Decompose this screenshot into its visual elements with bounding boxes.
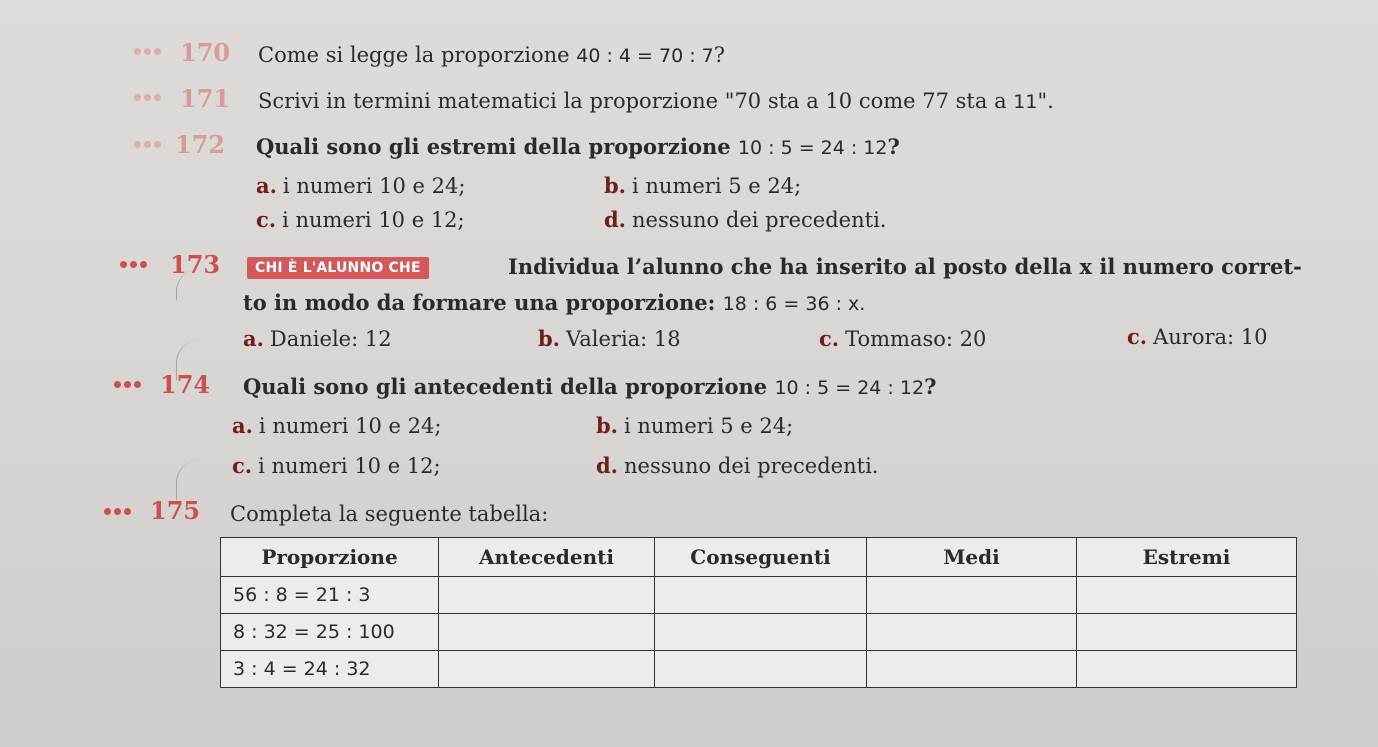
exercise-173-line2: to in modo da formare una proporzione: 18 : 6 = 36 : x.	[243, 290, 866, 315]
table-row	[221, 651, 1297, 688]
option-a[interactable]: a. Daniele: 12	[243, 326, 392, 351]
option-c-aurora[interactable]: c. Aurora: 10	[1127, 324, 1268, 349]
difficulty-dots	[134, 48, 161, 55]
exercise-number: 171	[180, 84, 231, 113]
margin-pencil-mark	[176, 460, 199, 500]
option-b[interactable]: b. Valeria: 18	[538, 326, 681, 351]
option-b[interactable]: b. i numeri 5 e 24;	[604, 173, 802, 198]
exercise-173-line1: Individua l’alunno che ha inserito al posto della x il numero corret-	[508, 254, 1302, 279]
proportion-table	[220, 537, 1297, 688]
difficulty-dots	[120, 261, 147, 268]
proportion-cell: 8 : 32 = 25 : 100	[221, 614, 439, 651]
option-a[interactable]: a. i numeri 10 e 24;	[256, 173, 466, 198]
estremi-cell[interactable]	[1077, 651, 1297, 688]
column-header: Conseguenti	[655, 538, 867, 577]
medi-cell[interactable]	[867, 577, 1077, 614]
conseguenti-cell[interactable]	[655, 577, 867, 614]
option-d[interactable]: d. nessuno dei precedenti.	[596, 453, 879, 478]
medi-cell[interactable]	[867, 614, 1077, 651]
estremi-cell[interactable]	[1077, 614, 1297, 651]
exercise-number: 174	[160, 370, 211, 399]
table-row	[221, 614, 1297, 651]
proportion-cell: 3 : 4 = 24 : 32	[221, 651, 439, 688]
option-a[interactable]: a. i numeri 10 e 24;	[232, 413, 442, 438]
exercise-number: 175	[150, 496, 201, 525]
estremi-cell[interactable]	[1077, 577, 1297, 614]
exercise-172-question: Quali sono gli estremi della proporzione 10 : 5 = 24 : 12?	[256, 134, 900, 159]
exercise-number: 170	[180, 38, 231, 67]
difficulty-dots	[134, 94, 161, 101]
column-header: Proporzione	[221, 538, 439, 577]
option-d[interactable]: d. nessuno dei precedenti.	[604, 207, 887, 232]
column-header: Medi	[867, 538, 1077, 577]
option-c[interactable]: c. i numeri 10 e 12;	[256, 207, 465, 232]
proportion-cell: 56 : 8 = 21 : 3	[221, 577, 439, 614]
difficulty-dots	[134, 141, 161, 148]
exercise-175-text: Completa la seguente tabella:	[230, 502, 549, 526]
category-badge: CHI È L'ALUNNO CHE	[247, 257, 429, 279]
exercise-174-question: Quali sono gli antecedenti della proporzione 10 : 5 = 24 : 12?	[243, 374, 937, 399]
proportion-math: 10 : 5 = 24 : 12	[774, 377, 925, 399]
difficulty-dots	[104, 508, 131, 515]
column-header: Antecedenti	[439, 538, 655, 577]
antecedenti-cell[interactable]	[439, 577, 655, 614]
conseguenti-cell[interactable]	[655, 614, 867, 651]
column-header: Estremi	[1077, 538, 1297, 577]
option-c[interactable]: c. Tommaso: 20	[819, 326, 987, 351]
exercise-number: 173	[170, 250, 221, 279]
proportion-math: 18 : 6 = 36 : x.	[722, 293, 866, 315]
medi-cell[interactable]	[867, 651, 1077, 688]
antecedenti-cell[interactable]	[439, 614, 655, 651]
proportion-math: 40 : 4 = 70 : 7	[576, 45, 714, 67]
conseguenti-cell[interactable]	[655, 651, 867, 688]
proportion-math: 10 : 5 = 24 : 12	[737, 137, 888, 159]
exercise-171-text: Scrivi in termini matematici la proporzione "70 sta a 10 come 77 sta a 11".	[258, 89, 1054, 113]
table-header-row	[221, 538, 1297, 577]
exercise-number: 172	[175, 130, 226, 159]
exercise-170-text: Come si legge la proporzione 40 : 4 = 70 : 7?	[258, 43, 726, 67]
table-row	[221, 577, 1297, 614]
difficulty-dots	[114, 381, 141, 388]
option-c[interactable]: c. i numeri 10 e 12;	[232, 453, 441, 478]
antecedenti-cell[interactable]	[439, 651, 655, 688]
proportion-math: 11	[1013, 91, 1038, 113]
option-b[interactable]: b. i numeri 5 e 24;	[596, 413, 794, 438]
